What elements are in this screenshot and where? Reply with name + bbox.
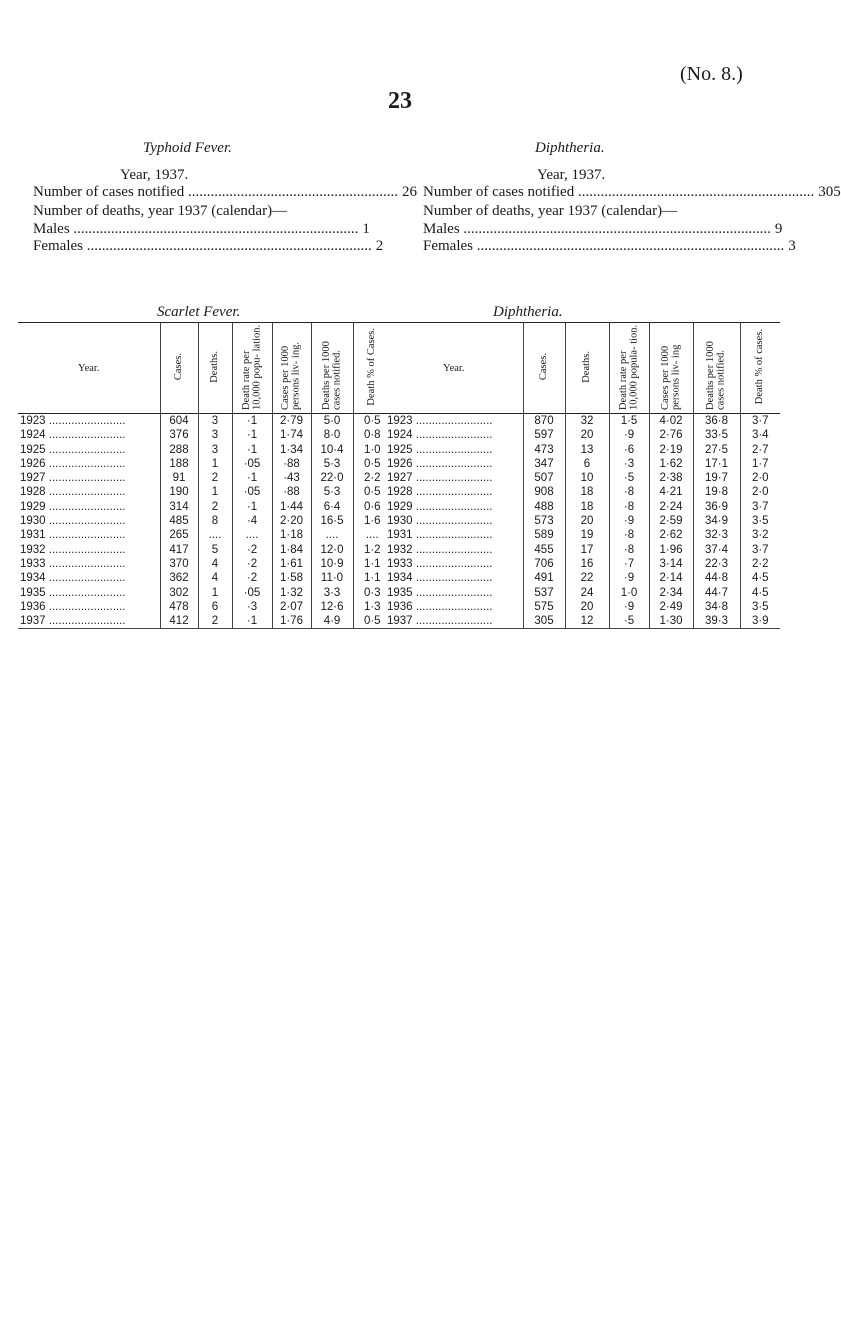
table-cell: 1·0 bbox=[353, 443, 391, 457]
table-cell: ·9 bbox=[609, 428, 649, 442]
table-cell: .... bbox=[353, 528, 391, 542]
table-cell: 1·3 bbox=[353, 600, 391, 614]
table-cell: ·05 bbox=[232, 485, 272, 499]
typhoid-cases-row bbox=[33, 184, 417, 201]
table-cell: 20 bbox=[565, 514, 609, 528]
table-cell: ·5 bbox=[609, 471, 649, 485]
table-cell: 0·8 bbox=[353, 428, 391, 442]
table-cell: 4·9 bbox=[311, 614, 353, 629]
table-cell: 1·34 bbox=[272, 443, 311, 457]
table-cell: 2·20 bbox=[272, 514, 311, 528]
table-cell: 1·5 bbox=[609, 414, 649, 429]
column-header: Cases. bbox=[160, 323, 198, 414]
table-cell: ·3 bbox=[609, 457, 649, 471]
table-cell: 305 bbox=[523, 614, 565, 629]
table-cell: 2·62 bbox=[649, 528, 693, 542]
table-cell: ·5 bbox=[609, 614, 649, 629]
table-cell: 1·1 bbox=[353, 571, 391, 585]
table-cell: 1 bbox=[198, 457, 232, 471]
typhoid-title: Typhoid Fever. bbox=[143, 140, 232, 156]
table-cell: 362 bbox=[160, 571, 198, 585]
table-cell: ·8 bbox=[609, 543, 649, 557]
document-reference: (No. 8.) bbox=[680, 63, 743, 85]
table-cell: ·9 bbox=[609, 571, 649, 585]
table-cell: 2·19 bbox=[649, 443, 693, 457]
typhoid-males-row bbox=[33, 221, 370, 238]
table-cell: ·1 bbox=[232, 471, 272, 485]
table-cell: 1·7 bbox=[740, 457, 780, 471]
table-cell: 1·32 bbox=[272, 586, 311, 600]
table-cell: 12·6 bbox=[311, 600, 353, 614]
year-cell: 1935 ........................ bbox=[20, 586, 126, 599]
table-cell: 32·3 bbox=[693, 528, 740, 542]
table-row bbox=[18, 471, 391, 485]
table-cell: 39·3 bbox=[693, 614, 740, 629]
table-cell: 4·21 bbox=[649, 485, 693, 499]
table-cell: 16·5 bbox=[311, 514, 353, 528]
table-cell: 2 bbox=[198, 471, 232, 485]
table-cell: 3 bbox=[198, 443, 232, 457]
table-cell: 44·8 bbox=[693, 571, 740, 585]
table-cell: ·3 bbox=[232, 600, 272, 614]
table-cell: 5·3 bbox=[311, 457, 353, 471]
typhoid-year: Year, 1937. bbox=[120, 167, 189, 183]
year-cell: 1933 ........................ bbox=[387, 557, 493, 570]
year-cell: 1930 ........................ bbox=[387, 515, 493, 528]
table-cell: 3·4 bbox=[740, 428, 780, 442]
table-cell: 22·0 bbox=[311, 471, 353, 485]
diphtheria-cases-value: 305 bbox=[818, 184, 841, 200]
column-header: Cases. bbox=[523, 323, 565, 414]
year-cell: 1931 ........................ bbox=[387, 529, 493, 542]
table-cell: 1·96 bbox=[649, 543, 693, 557]
table-cell: ·2 bbox=[232, 571, 272, 585]
column-header: Year. bbox=[18, 323, 160, 414]
table-cell: ·8 bbox=[609, 500, 649, 514]
table-row bbox=[385, 457, 780, 471]
table-row bbox=[385, 471, 780, 485]
table-cell: 573 bbox=[523, 514, 565, 528]
table-cell: 3·9 bbox=[740, 614, 780, 629]
table-cell: 8·0 bbox=[311, 428, 353, 442]
table-cell: ·05 bbox=[232, 586, 272, 600]
table-cell: 412 bbox=[160, 614, 198, 629]
table-cell: ·8 bbox=[609, 528, 649, 542]
table-cell: 1·1 bbox=[353, 557, 391, 571]
table-cell: 908 bbox=[523, 485, 565, 499]
table-cell: 2 bbox=[198, 500, 232, 514]
column-header: Deaths. bbox=[565, 323, 609, 414]
column-header: Cases per 1000 persons liv- ing bbox=[649, 323, 693, 414]
table-cell: 36·9 bbox=[693, 500, 740, 514]
year-cell: 1927 ........................ bbox=[387, 472, 493, 485]
diphtheria-deaths-heading: Number of deaths, year 1937 (calendar)— bbox=[423, 203, 678, 219]
year-cell: 1924 ........................ bbox=[387, 429, 493, 442]
table-cell: 604 bbox=[160, 414, 198, 429]
table-cell: 16 bbox=[565, 557, 609, 571]
table-cell: ·1 bbox=[232, 500, 272, 514]
table-cell: ·2 bbox=[232, 543, 272, 557]
table-row bbox=[18, 457, 391, 471]
table-cell: ·9 bbox=[609, 600, 649, 614]
year-cell: 1931 ........................ bbox=[20, 529, 126, 542]
table-cell: 3·5 bbox=[740, 600, 780, 614]
table-cell: 575 bbox=[523, 600, 565, 614]
year-cell: 1928 ........................ bbox=[20, 486, 126, 499]
table-cell: 4·5 bbox=[740, 571, 780, 585]
table-cell: 370 bbox=[160, 557, 198, 571]
scarlet-table-title: Scarlet Fever. bbox=[157, 304, 241, 320]
table-cell: 0·5 bbox=[353, 485, 391, 499]
table-row bbox=[18, 557, 391, 571]
year-cell: 1928 ........................ bbox=[387, 486, 493, 499]
table-cell: 1·6 bbox=[353, 514, 391, 528]
diphtheria-males-label: Males .................................................................................. bbox=[423, 221, 771, 237]
table-cell: 302 bbox=[160, 586, 198, 600]
table-cell: 44·7 bbox=[693, 586, 740, 600]
table-cell: 2·7 bbox=[740, 443, 780, 457]
table-cell: 2·07 bbox=[272, 600, 311, 614]
table-cell: 33·5 bbox=[693, 428, 740, 442]
table-row bbox=[385, 500, 780, 514]
table-row bbox=[385, 557, 780, 571]
table-cell: 10·4 bbox=[311, 443, 353, 457]
table-cell: 478 bbox=[160, 600, 198, 614]
diphtheria-table bbox=[385, 322, 780, 629]
table-cell: 24 bbox=[565, 586, 609, 600]
table-row bbox=[385, 485, 780, 499]
table-cell: 3 bbox=[198, 414, 232, 429]
table-cell: 10·9 bbox=[311, 557, 353, 571]
scarlet-header-row bbox=[18, 323, 391, 414]
table-cell: 376 bbox=[160, 428, 198, 442]
table-cell: ·05 bbox=[232, 457, 272, 471]
table-row bbox=[18, 614, 391, 629]
table-cell: ·43 bbox=[272, 471, 311, 485]
table-row bbox=[18, 428, 391, 442]
year-cell: 1935 ........................ bbox=[387, 586, 493, 599]
table-cell: 870 bbox=[523, 414, 565, 429]
table-cell: 18 bbox=[565, 485, 609, 499]
table-cell: 5·0 bbox=[311, 414, 353, 429]
table-row bbox=[385, 514, 780, 528]
typhoid-deaths-heading: Number of deaths, year 1937 (calendar)— bbox=[33, 203, 288, 219]
table-cell: 2·0 bbox=[740, 485, 780, 499]
table-cell: 1·30 bbox=[649, 614, 693, 629]
year-cell: 1932 ........................ bbox=[387, 543, 493, 556]
year-cell: 1925 ........................ bbox=[20, 443, 126, 456]
table-cell: 1·61 bbox=[272, 557, 311, 571]
table-cell: 3·3 bbox=[311, 586, 353, 600]
table-cell: 597 bbox=[523, 428, 565, 442]
year-cell: 1934 ........................ bbox=[387, 572, 493, 585]
table-cell: 32 bbox=[565, 414, 609, 429]
table-cell: 19·8 bbox=[693, 485, 740, 499]
typhoid-cases-label: Number of cases notified ........................................................ bbox=[33, 184, 398, 200]
typhoid-females-row bbox=[33, 238, 384, 255]
table-row bbox=[385, 614, 780, 629]
table-row bbox=[385, 428, 780, 442]
table-cell: 2·14 bbox=[649, 571, 693, 585]
table-cell: .... bbox=[198, 528, 232, 542]
table-cell: 8 bbox=[198, 514, 232, 528]
column-header: Death rate per 10,000 popula- tion. bbox=[609, 323, 649, 414]
diphtheria-males-value: 9 bbox=[774, 221, 783, 237]
table-cell: 0·3 bbox=[353, 586, 391, 600]
table-cell: ·6 bbox=[609, 443, 649, 457]
year-cell: 1923 ........................ bbox=[387, 415, 493, 427]
table-cell: 347 bbox=[523, 457, 565, 471]
typhoid-females-value: 2 bbox=[375, 238, 384, 254]
table-cell: ·88 bbox=[272, 457, 311, 471]
table-cell: 20 bbox=[565, 600, 609, 614]
table-cell: 4·5 bbox=[740, 586, 780, 600]
table-row bbox=[385, 443, 780, 457]
table-row bbox=[385, 586, 780, 600]
table-cell: 37·4 bbox=[693, 543, 740, 557]
table-cell: 4·02 bbox=[649, 414, 693, 429]
table-cell: 27·5 bbox=[693, 443, 740, 457]
table-cell: 1·76 bbox=[272, 614, 311, 629]
table-cell: 473 bbox=[523, 443, 565, 457]
table-cell: 491 bbox=[523, 571, 565, 585]
year-cell: 1929 ........................ bbox=[20, 500, 126, 513]
table-cell: 0·5 bbox=[353, 457, 391, 471]
diphtheria-table-title: Diphtheria. bbox=[493, 304, 563, 320]
table-cell: 1·58 bbox=[272, 571, 311, 585]
table-cell: 22 bbox=[565, 571, 609, 585]
table-row bbox=[18, 414, 391, 429]
column-header: Death % of Cases. bbox=[353, 323, 391, 414]
column-header: Death % of cases. bbox=[740, 323, 780, 414]
year-cell: 1932 ........................ bbox=[20, 543, 126, 556]
table-row bbox=[18, 514, 391, 528]
table-cell: 288 bbox=[160, 443, 198, 457]
table-cell: 188 bbox=[160, 457, 198, 471]
table-cell: ·1 bbox=[232, 428, 272, 442]
table-cell: 537 bbox=[523, 586, 565, 600]
table-row bbox=[385, 571, 780, 585]
scarlet-fever-table bbox=[18, 322, 391, 629]
table-cell: 417 bbox=[160, 543, 198, 557]
table-cell: ·2 bbox=[232, 557, 272, 571]
table-cell: 3·5 bbox=[740, 514, 780, 528]
table-cell: 1·0 bbox=[609, 586, 649, 600]
table-cell: 22·3 bbox=[693, 557, 740, 571]
table-cell: 5 bbox=[198, 543, 232, 557]
table-cell: 2·24 bbox=[649, 500, 693, 514]
table-cell: 2·38 bbox=[649, 471, 693, 485]
table-cell: ·8 bbox=[609, 485, 649, 499]
table-cell: 34·8 bbox=[693, 600, 740, 614]
table-cell: 1·62 bbox=[649, 457, 693, 471]
diphtheria-females-value: 3 bbox=[788, 238, 796, 254]
table-row bbox=[18, 600, 391, 614]
table-cell: 19·7 bbox=[693, 471, 740, 485]
table-cell: ·1 bbox=[232, 414, 272, 429]
year-cell: 1934 ........................ bbox=[20, 572, 126, 585]
table-cell: 0·5 bbox=[353, 414, 391, 429]
typhoid-males-value: 1 bbox=[362, 221, 370, 237]
typhoid-females-label: Females ............................................................................ bbox=[33, 238, 372, 254]
table-row bbox=[385, 543, 780, 557]
table-cell: 34·9 bbox=[693, 514, 740, 528]
table-cell: 6·4 bbox=[311, 500, 353, 514]
table-row bbox=[18, 528, 391, 542]
table-row bbox=[385, 414, 780, 429]
diphtheria-females-label: Females .................................................................................. bbox=[423, 238, 785, 254]
table-cell: 18 bbox=[565, 500, 609, 514]
year-cell: 1923 ........................ bbox=[20, 415, 126, 427]
table-cell: 2·0 bbox=[740, 471, 780, 485]
year-cell: 1936 ........................ bbox=[387, 600, 493, 613]
year-cell: 1936 ........................ bbox=[20, 600, 126, 613]
column-header: Cases per 1000 persons liv- ing. bbox=[272, 323, 311, 414]
table-cell: ·1 bbox=[232, 443, 272, 457]
table-row bbox=[18, 485, 391, 499]
table-cell: 4 bbox=[198, 557, 232, 571]
table-cell: 1·2 bbox=[353, 543, 391, 557]
table-row bbox=[385, 600, 780, 614]
table-cell: 1·84 bbox=[272, 543, 311, 557]
page-number: 23 bbox=[388, 88, 412, 114]
table-cell: .... bbox=[232, 528, 272, 542]
table-cell: 190 bbox=[160, 485, 198, 499]
table-cell: 3·2 bbox=[740, 528, 780, 542]
table-cell: 314 bbox=[160, 500, 198, 514]
table-cell: 36·8 bbox=[693, 414, 740, 429]
table-cell: 2·2 bbox=[740, 557, 780, 571]
table-cell: ·9 bbox=[609, 514, 649, 528]
year-cell: 1926 ........................ bbox=[20, 457, 126, 470]
column-header: Death rate per 10,000 popu- lation. bbox=[232, 323, 272, 414]
diphtheria-females-row bbox=[423, 238, 796, 255]
table-cell: 455 bbox=[523, 543, 565, 557]
table-row bbox=[18, 586, 391, 600]
table-cell: 12·0 bbox=[311, 543, 353, 557]
column-header: Deaths. bbox=[198, 323, 232, 414]
year-cell: 1937 ........................ bbox=[385, 614, 523, 629]
table-cell: 2·34 bbox=[649, 586, 693, 600]
diphtheria-summary-title: Diphtheria. bbox=[535, 140, 605, 156]
table-row bbox=[385, 528, 780, 542]
table-cell: 17 bbox=[565, 543, 609, 557]
table-cell: 12 bbox=[565, 614, 609, 629]
table-cell: 6 bbox=[565, 457, 609, 471]
diphtheria-header-row bbox=[385, 323, 780, 414]
diphtheria-cases-label: Number of cases notified ............................................................... bbox=[423, 184, 815, 200]
table-cell: 0·6 bbox=[353, 500, 391, 514]
year-cell: 1926 ........................ bbox=[387, 457, 493, 470]
table-cell: 1·44 bbox=[272, 500, 311, 514]
table-cell: 19 bbox=[565, 528, 609, 542]
table-cell: 11·0 bbox=[311, 571, 353, 585]
table-cell: ·1 bbox=[232, 614, 272, 629]
year-cell: 1933 ........................ bbox=[20, 557, 126, 570]
table-cell: 3·14 bbox=[649, 557, 693, 571]
table-cell: 2 bbox=[198, 614, 232, 629]
table-cell: 1·18 bbox=[272, 528, 311, 542]
table-cell: 17·1 bbox=[693, 457, 740, 471]
year-cell: 1930 ........................ bbox=[20, 515, 126, 528]
table-cell: ·4 bbox=[232, 514, 272, 528]
table-cell: 706 bbox=[523, 557, 565, 571]
table-cell: 10 bbox=[565, 471, 609, 485]
table-cell: .... bbox=[311, 528, 353, 542]
table-cell: 3·7 bbox=[740, 414, 780, 429]
table-cell: 1·74 bbox=[272, 428, 311, 442]
typhoid-males-label: Males ............................................................................ bbox=[33, 221, 359, 237]
table-cell: 2·2 bbox=[353, 471, 391, 485]
table-cell: 2·76 bbox=[649, 428, 693, 442]
column-header: Year. bbox=[385, 323, 523, 414]
year-cell: 1927 ........................ bbox=[20, 472, 126, 485]
table-row bbox=[18, 571, 391, 585]
table-cell: ·7 bbox=[609, 557, 649, 571]
table-cell: 1 bbox=[198, 586, 232, 600]
year-cell: 1929 ........................ bbox=[387, 500, 493, 513]
table-row bbox=[18, 500, 391, 514]
table-cell: 265 bbox=[160, 528, 198, 542]
table-cell: 1 bbox=[198, 485, 232, 499]
diphtheria-males-row bbox=[423, 221, 783, 238]
table-cell: 507 bbox=[523, 471, 565, 485]
table-cell: 2·79 bbox=[272, 414, 311, 429]
column-header: Deaths per 1000 cases notified. bbox=[311, 323, 353, 414]
column-header: Deaths per 1000 cases notified. bbox=[693, 323, 740, 414]
year-cell: 1924 ........................ bbox=[20, 429, 126, 442]
table-cell: 485 bbox=[160, 514, 198, 528]
table-row bbox=[18, 443, 391, 457]
year-cell: 1937 ........................ bbox=[18, 614, 160, 629]
table-cell: 3·7 bbox=[740, 543, 780, 557]
table-cell: 13 bbox=[565, 443, 609, 457]
table-cell: 2·59 bbox=[649, 514, 693, 528]
table-cell: 488 bbox=[523, 500, 565, 514]
table-cell: 4 bbox=[198, 571, 232, 585]
table-cell: 20 bbox=[565, 428, 609, 442]
table-cell: ·88 bbox=[272, 485, 311, 499]
diphtheria-summary-year: Year, 1937. bbox=[537, 167, 606, 183]
table-cell: 0·5 bbox=[353, 614, 391, 629]
typhoid-cases-value: 26 bbox=[401, 184, 417, 200]
table-cell: 2·49 bbox=[649, 600, 693, 614]
table-cell: 589 bbox=[523, 528, 565, 542]
table-row bbox=[18, 543, 391, 557]
year-cell: 1925 ........................ bbox=[387, 443, 493, 456]
table-cell: 91 bbox=[160, 471, 198, 485]
table-cell: 6 bbox=[198, 600, 232, 614]
diphtheria-cases-row bbox=[423, 184, 841, 201]
table-cell: 3·7 bbox=[740, 500, 780, 514]
table-cell: 3 bbox=[198, 428, 232, 442]
table-cell: 5·3 bbox=[311, 485, 353, 499]
